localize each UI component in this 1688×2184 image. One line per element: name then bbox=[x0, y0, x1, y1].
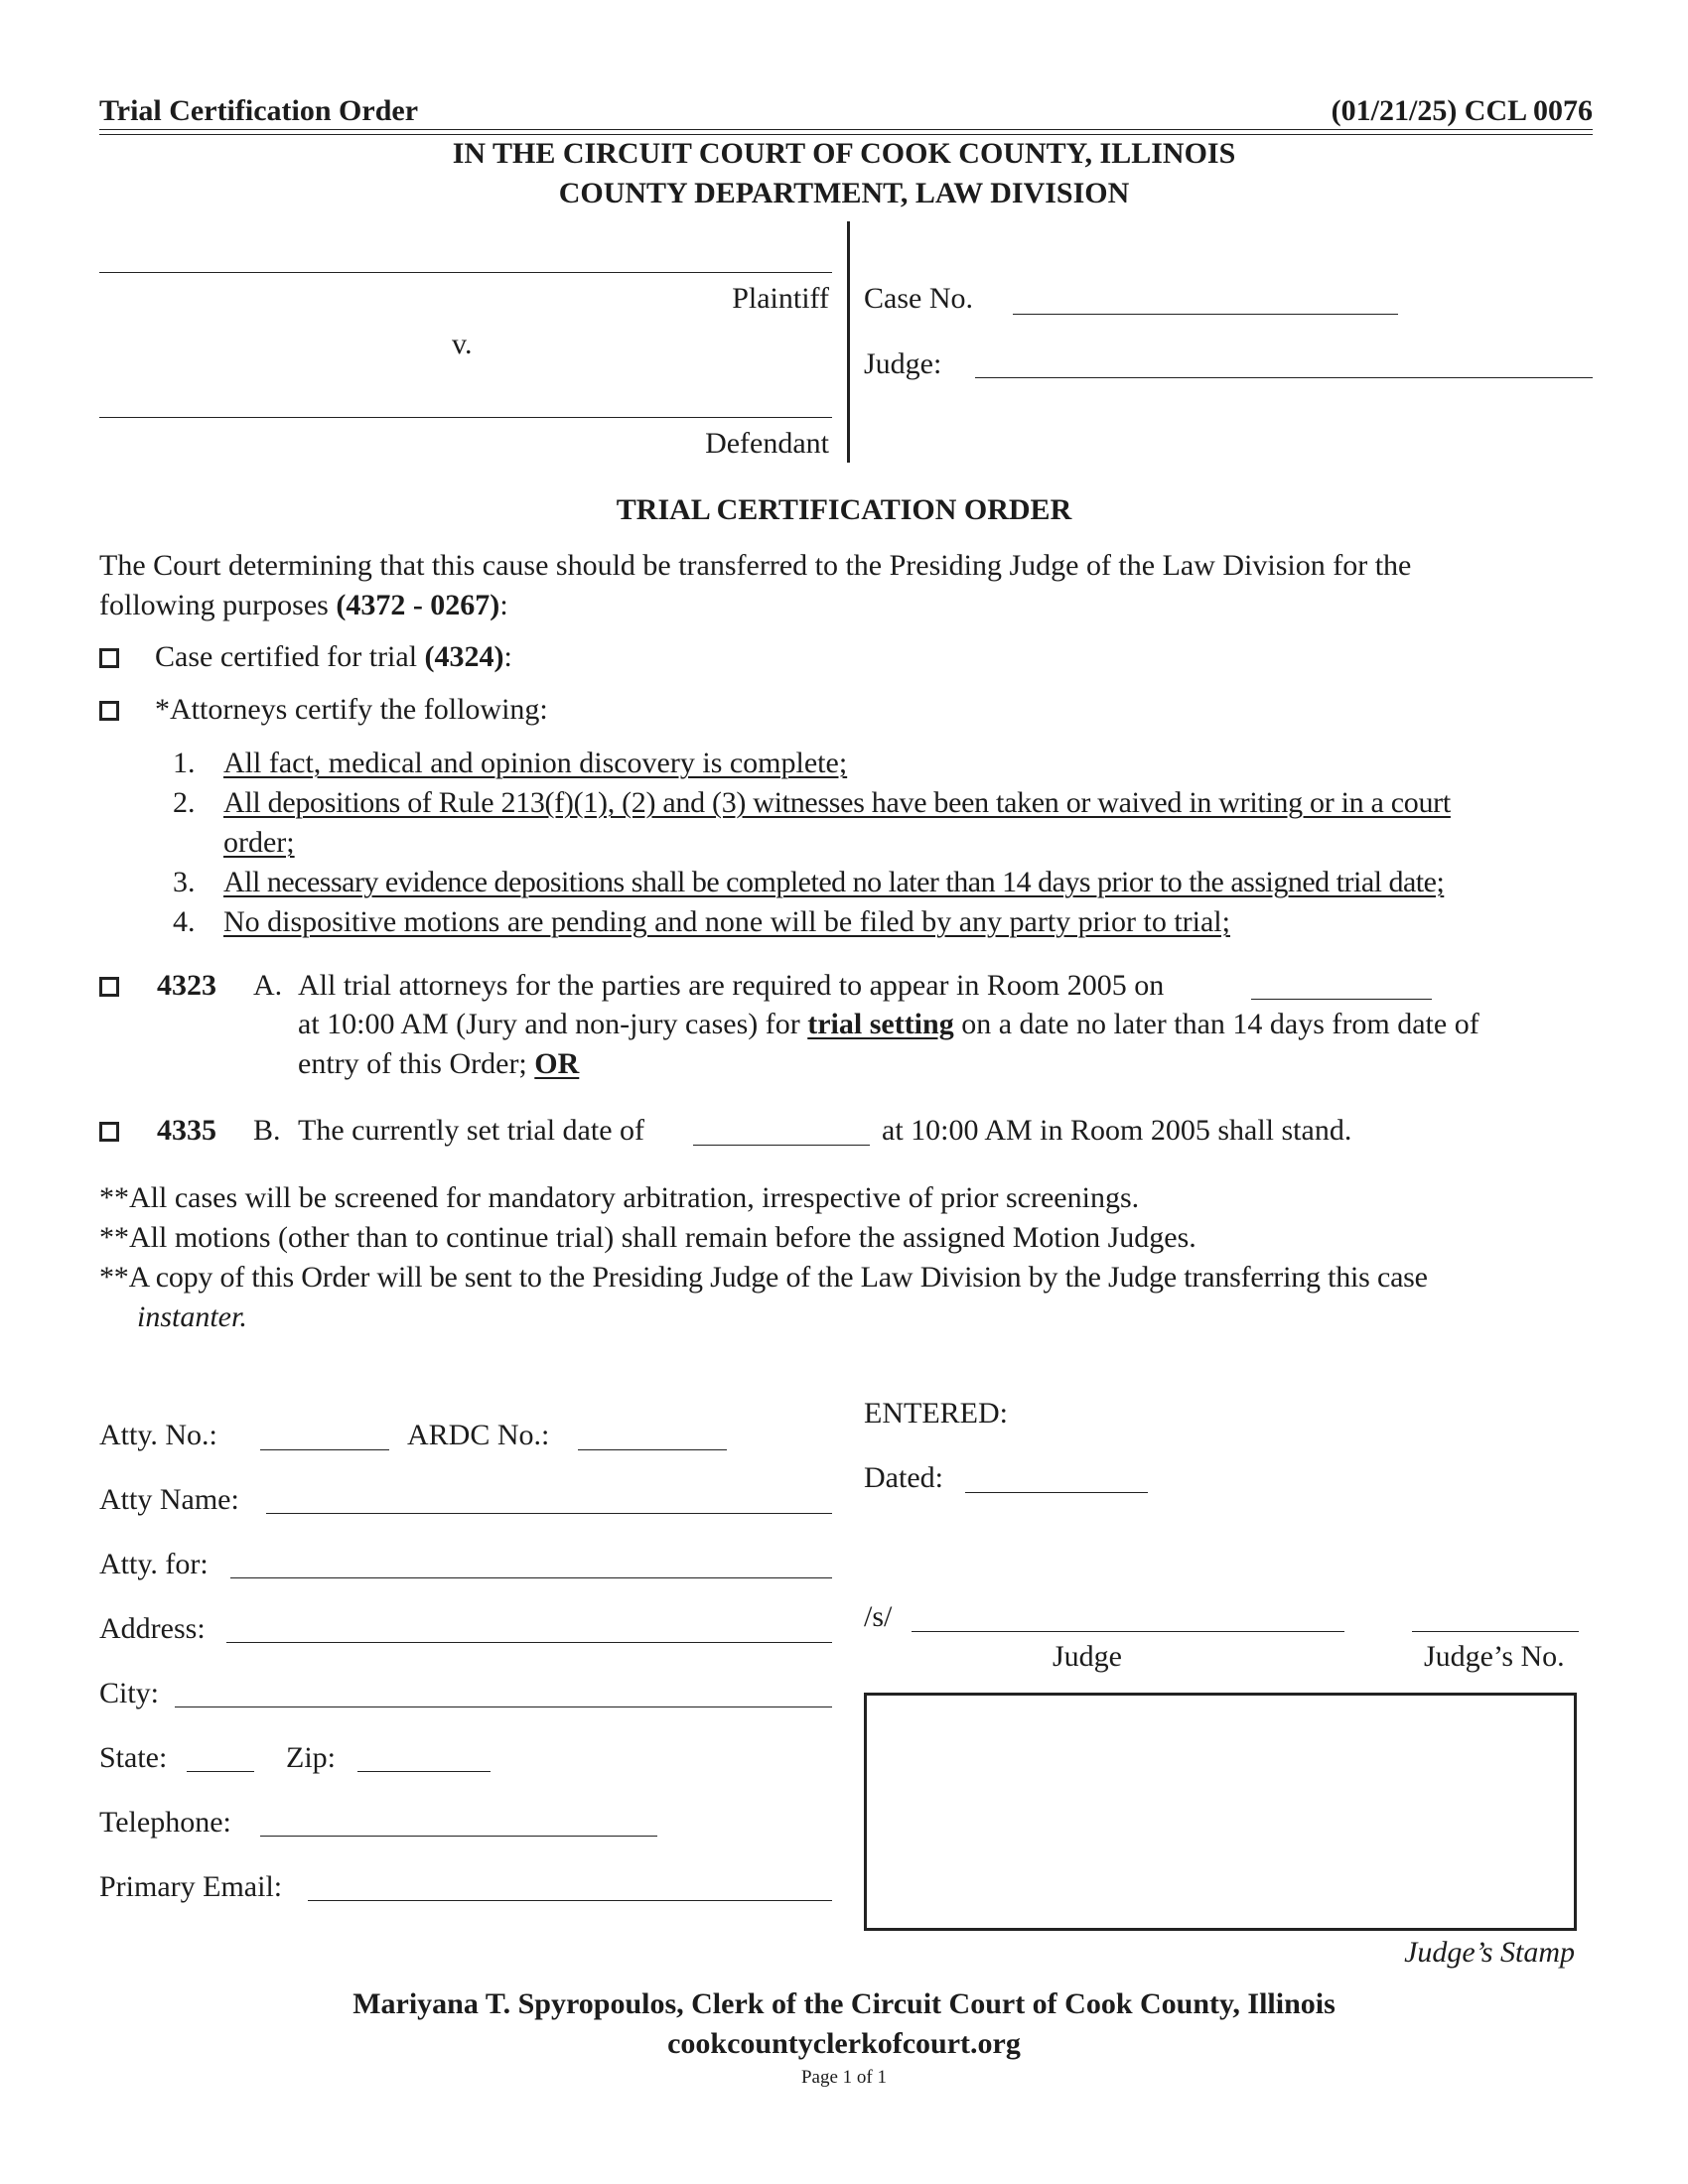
cert-4-text: No dispositive motions are pending and none will be filed by any party prior to trial; bbox=[223, 905, 1230, 938]
form-title: Trial Certification Order bbox=[99, 94, 419, 127]
option-a-or: OR bbox=[534, 1047, 580, 1080]
option-a-line2 bbox=[298, 1008, 1479, 1041]
versus-label: v. bbox=[452, 328, 473, 360]
dated-label: Dated: bbox=[864, 1461, 943, 1494]
option-a-line3-start: entry of this Order; bbox=[298, 1047, 535, 1080]
intro-code: (4372 - 0267) bbox=[336, 589, 500, 621]
address-field[interactable] bbox=[226, 1642, 832, 1643]
option1-text: Case certified for trial bbox=[155, 640, 425, 673]
primary-email-label: Primary Email: bbox=[99, 1870, 283, 1903]
zip-field[interactable] bbox=[357, 1771, 491, 1772]
note-motions: **All motions (other than to continue trial) shall remain before the assigned Motion Judges. bbox=[99, 1221, 1196, 1254]
atty-for-field[interactable] bbox=[230, 1577, 832, 1578]
case-no-label: Case No. bbox=[864, 282, 973, 315]
header-rule-1 bbox=[99, 129, 1593, 130]
atty-no-label: Atty. No.: bbox=[99, 1419, 217, 1451]
option-a-line1: All trial attorneys for the parties are required to appear in Room 2005 on bbox=[298, 969, 1165, 1002]
court-division: COUNTY DEPARTMENT, LAW DIVISION bbox=[558, 177, 1130, 209]
city-label: City: bbox=[99, 1677, 160, 1709]
defendant-label: Defendant bbox=[705, 427, 829, 460]
state-label: State: bbox=[99, 1741, 168, 1774]
note-instanter: instanter. bbox=[137, 1300, 247, 1333]
cert-2-text: All depositions of Rule 213(f)(1), (2) and (3) witnesses have been taken or waived in writing or in a court bbox=[223, 786, 1451, 819]
option-a-line2-end: on a date no later than 14 days from date of bbox=[953, 1008, 1479, 1040]
clerk-line: Mariyana T. Spyropoulos, Clerk of the Circuit Court of Cook County, Illinois bbox=[352, 1987, 1336, 2020]
judge-caption: Judge bbox=[1053, 1640, 1122, 1673]
primary-email-field[interactable] bbox=[308, 1900, 832, 1901]
case-certified-label bbox=[155, 640, 512, 674]
option1-code: (4324) bbox=[424, 640, 504, 673]
address-label: Address: bbox=[99, 1612, 206, 1645]
intro-end: : bbox=[499, 589, 508, 621]
header-rule-2 bbox=[99, 134, 1593, 135]
ardc-no-field[interactable] bbox=[578, 1449, 727, 1450]
state-field[interactable] bbox=[187, 1771, 254, 1772]
note-arbitration: **All cases will be screened for mandatory arbitration, irrespective of prior screenings. bbox=[99, 1181, 1140, 1214]
option-a-line3 bbox=[298, 1047, 579, 1081]
caption-divider bbox=[847, 221, 850, 463]
zip-label: Zip: bbox=[286, 1741, 336, 1774]
cert-1-num: 1. bbox=[173, 747, 196, 779]
option-b-code: 4335 bbox=[157, 1114, 216, 1147]
judge-no-field[interactable] bbox=[1412, 1631, 1579, 1632]
option-b-checkbox[interactable] bbox=[99, 1122, 119, 1142]
cert-3-text: All necessary evidence depositions shall be completed no later than 14 days prior to the assigned trial date; bbox=[223, 866, 1445, 898]
judge-stamp-box bbox=[864, 1693, 1577, 1931]
option-a-checkbox[interactable] bbox=[99, 977, 119, 997]
option-a-trial-setting: trial setting bbox=[807, 1008, 954, 1040]
plaintiff-name-line[interactable] bbox=[99, 272, 832, 273]
court-name: IN THE CIRCUIT COURT OF COOK COUNTY, ILLINOIS bbox=[452, 137, 1236, 170]
atty-name-label: Atty Name: bbox=[99, 1483, 239, 1516]
city-field[interactable] bbox=[175, 1706, 832, 1707]
judge-stamp-caption: Judge’s Stamp bbox=[1404, 1936, 1575, 1969]
attorneys-certify-label: *Attorneys certify the following: bbox=[155, 693, 548, 726]
order-intro-line2 bbox=[99, 589, 508, 622]
option-a-line2-start: at 10:00 AM (Jury and non-jury cases) for bbox=[298, 1008, 808, 1040]
option-a-letter: A. bbox=[253, 969, 283, 1002]
judge-field[interactable] bbox=[975, 377, 1593, 378]
option1-end: : bbox=[503, 640, 512, 673]
attorneys-certify-checkbox[interactable] bbox=[99, 701, 119, 721]
intro-text: following purposes bbox=[99, 589, 337, 621]
judge-signature-field[interactable] bbox=[912, 1631, 1344, 1632]
cert-4-num: 4. bbox=[173, 905, 196, 938]
telephone-label: Telephone: bbox=[99, 1806, 231, 1839]
atty-no-field[interactable] bbox=[260, 1449, 389, 1450]
order-intro-line1: The Court determining that this cause should be transferred to the Presiding Judge of the Law Division for the bbox=[99, 549, 1412, 582]
form-code: (01/21/25) CCL 0076 bbox=[1331, 94, 1593, 127]
option-b-text-end: at 10:00 AM in Room 2005 shall stand. bbox=[882, 1114, 1352, 1147]
cert-1-text: All fact, medical and opinion discovery is complete; bbox=[223, 747, 848, 779]
telephone-field[interactable] bbox=[260, 1836, 657, 1837]
cert-3-num: 3. bbox=[173, 866, 196, 898]
atty-name-field[interactable] bbox=[266, 1513, 832, 1514]
case-no-field[interactable] bbox=[1013, 314, 1398, 315]
option-b-date-field[interactable] bbox=[693, 1145, 870, 1146]
option-b-text-start: The currently set trial date of bbox=[298, 1114, 645, 1147]
clerk-website: cookcountyclerkofcourt.org bbox=[667, 2027, 1021, 2060]
atty-for-label: Atty. for: bbox=[99, 1548, 209, 1580]
defendant-name-line[interactable] bbox=[99, 417, 832, 418]
cert-2-num: 2. bbox=[173, 786, 196, 819]
cert-2-text-cont: order; bbox=[223, 826, 295, 859]
option-a-date-field[interactable] bbox=[1251, 999, 1432, 1000]
entered-label: ENTERED: bbox=[864, 1397, 1008, 1430]
signature-prefix: /s/ bbox=[864, 1600, 893, 1633]
option-b-letter: B. bbox=[253, 1114, 281, 1147]
note-copy: **A copy of this Order will be sent to the Presiding Judge of the Law Division by the Judge transferring this case bbox=[99, 1261, 1428, 1294]
page-number: Page 1 of 1 bbox=[800, 2067, 887, 2088]
plaintiff-label: Plaintiff bbox=[732, 282, 829, 315]
case-certified-checkbox[interactable] bbox=[99, 648, 119, 668]
order-title: TRIAL CERTIFICATION ORDER bbox=[616, 493, 1072, 526]
dated-field[interactable] bbox=[965, 1492, 1148, 1493]
ardc-no-label: ARDC No.: bbox=[407, 1419, 550, 1451]
judge-no-caption: Judge’s No. bbox=[1424, 1640, 1565, 1673]
judge-label: Judge: bbox=[864, 347, 942, 380]
option-a-code: 4323 bbox=[157, 969, 216, 1002]
